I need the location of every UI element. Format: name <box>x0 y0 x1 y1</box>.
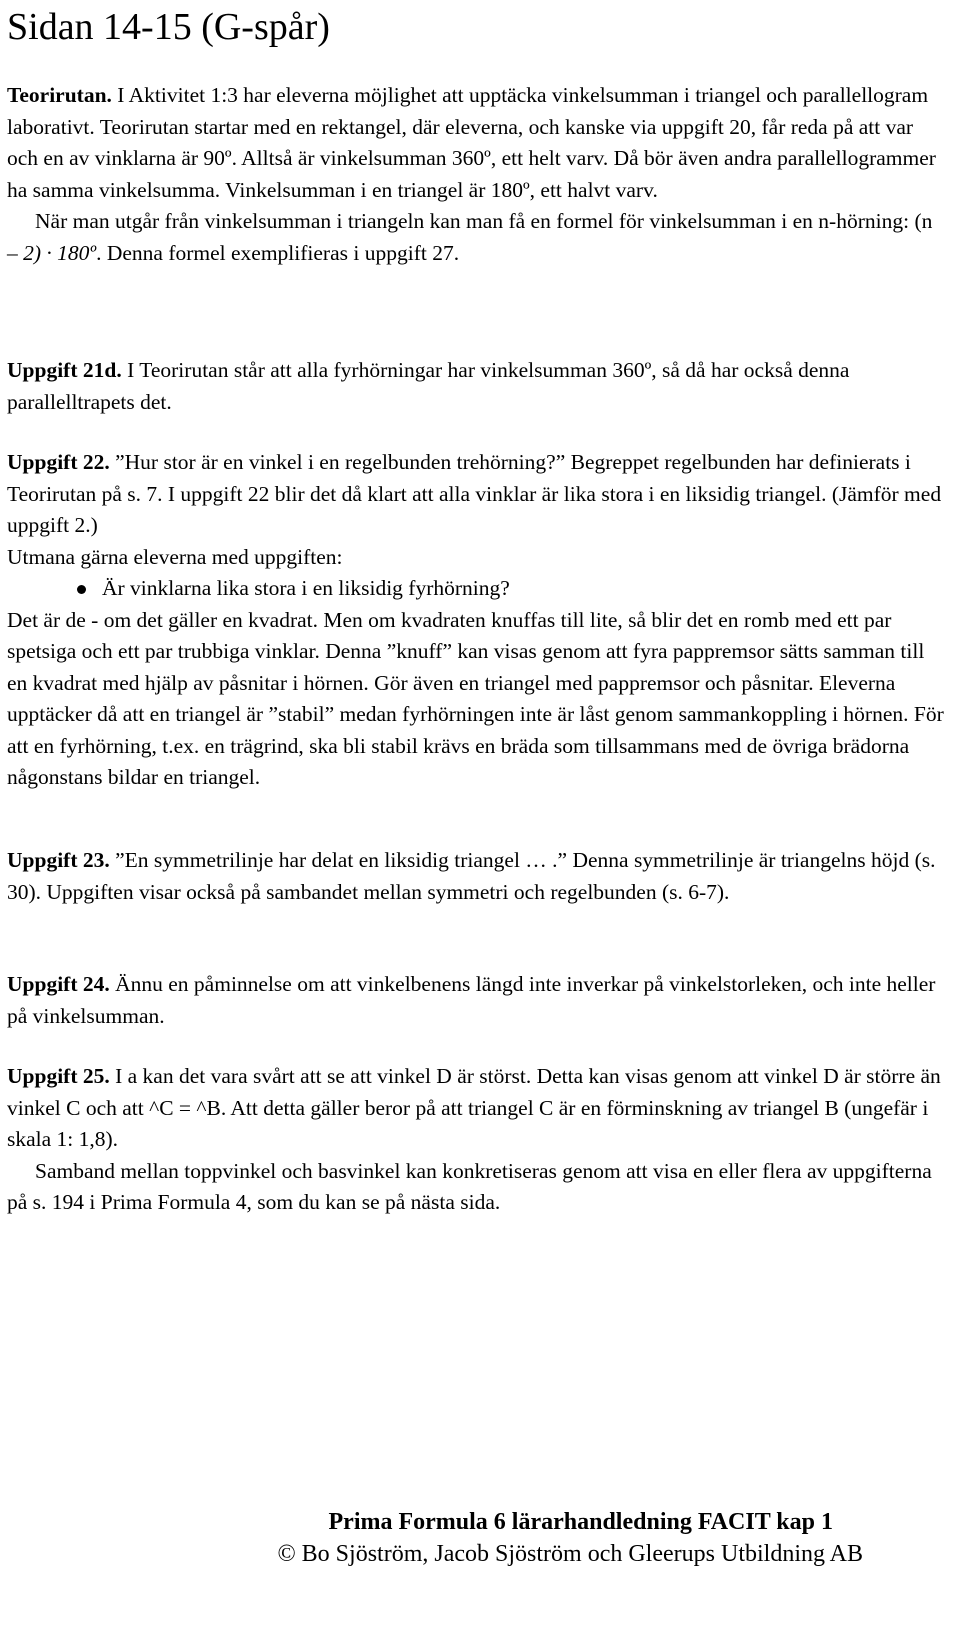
uppgift-23-label: Uppgift 23. <box>7 848 110 872</box>
uppgift-23-text: ”En symmetrilinje har delat en liksidig triangel … .” Denna symmetrilinje är triangelns höjd (s. 30). Uppgiften visar också på sambandet mellan symmetri och regelbunden (s. 6-7). <box>7 848 936 904</box>
uppgift-25-text: I a kan det vara svårt att se att vinkel D är störst. Detta kan visas genom att vinkel D är större än vinkel C och att ^C = ^B. Att detta gäller beror på att triangel C är en förminskning av triangel B (ungefär i skala 1: 1,8). <box>7 1064 941 1151</box>
teorirutan-paragraph <box>7 80 947 206</box>
uppgift-22-paragraph <box>7 447 947 542</box>
footer-copyright: © Bo Sjöström, Jacob Sjöström och Gleerups Utbildning AB <box>277 1541 863 1567</box>
page-title: Sidan 14-15 (G-spår) <box>7 6 330 48</box>
uppgift-25-followup: Samband mellan toppvinkel och basvinkel kan konkretiseras genom att visa en eller flera av uppgifterna på s. 194 i Prima Formula 4, som du kan se på nästa sida. <box>7 1158 932 1214</box>
uppgift-21d-label: Uppgift 21d. <box>7 358 122 382</box>
uppgift-22-text: ”Hur stor är en vinkel i en regelbunden trehörning?” Begreppet regelbunden har definierats i Teorirutan på s. 7. I uppgift 22 blir det då klart att alla vinklar är lika stora i en liksidig triangel. (Jämför med uppgift 2.) <box>7 450 942 537</box>
uppgift-24-paragraph <box>7 969 947 1032</box>
bullet-list <box>7 573 947 605</box>
bullet-icon <box>77 585 86 594</box>
uppgift-21d-paragraph <box>7 355 947 418</box>
uppgift-24-section <box>7 969 947 1032</box>
formula-paragraph <box>7 206 947 269</box>
uppgift-22-challenge: Utmana gärna eleverna med uppgiften: <box>7 544 343 569</box>
uppgift-22-label: Uppgift 22. <box>7 450 110 474</box>
formula-text-a: När man utgår från vinkelsumman i triangeln kan man få en formel för vinkelsumman i en n-hörning: (n <box>35 209 933 233</box>
formula-expression: – 2) · 180º <box>7 240 97 265</box>
uppgift-22-section <box>7 447 947 794</box>
uppgift-25-label: Uppgift 25. <box>7 1064 110 1088</box>
teorirutan-label: Teorirutan. <box>7 83 112 107</box>
teorirutan-section <box>7 80 947 269</box>
bullet-text: Är vinklarna lika stora i en liksidig fyrhörning? <box>102 576 510 600</box>
uppgift-21d-text: I Teorirutan står att alla fyrhörningar har vinkelsumman 360º, så då har också denna parallelltrapets det. <box>7 358 850 414</box>
uppgift-23-paragraph <box>7 845 947 908</box>
uppgift-22-explanation: Det är de - om det gäller en kvadrat. Men om kvadraten knuffas till lite, så blir det en romb med ett par spetsiga och ett par trubbiga vinklar. Denna ”knuff” kan visas genom att fyra pappremsor sätts samman till en kvadrat med hjälp av påsnitar i hörnen. Gör även en triangel med pappremsor och påsnitar. Eleverna upptäcker då att en triangel är ”stabil” medan fyrhörningen inte är låst genom sammankoppling i hörnen. För att en fyrhörning, t.ex. en trägrind, ska bli stabil krävs en bräda som tillsammans med de övriga brädorna någonstans bildar en triangel. <box>7 607 944 789</box>
list-item <box>7 573 947 605</box>
uppgift-25-paragraph <box>7 1061 947 1156</box>
teorirutan-text: I Aktivitet 1:3 har eleverna möjlighet att upptäcka vinkelsumman i triangel och parallellogram laborativt. Teorirutan startar med en rektangel, där eleverna, och kanske via uppgift 20, får reda på att var och en av vinklarna är 90º. Alltså är vinkelsumman 360º, ett helt varv. Då bör även andra parallellogrammer ha samma vinkelsumma. Vinkelsumman i en triangel är 180º, ett halvt varv. <box>7 83 936 202</box>
uppgift-23-section <box>7 845 947 908</box>
page-footer <box>7 1506 953 1570</box>
uppgift-24-text: Ännu en påminnelse om att vinkelbenens längd inte inverkar på vinkelstorleken, och inte heller på vinkelsumman. <box>7 972 936 1028</box>
uppgift-25-section <box>7 1061 947 1219</box>
footer-book-title: Prima Formula 6 lärarhandledning FACIT kap 1 <box>328 1509 833 1535</box>
formula-text-c: . Denna formel exemplifieras i uppgift 27. <box>96 240 460 265</box>
uppgift-24-label: Uppgift 24. <box>7 972 110 996</box>
uppgift-21d-section <box>7 355 947 418</box>
